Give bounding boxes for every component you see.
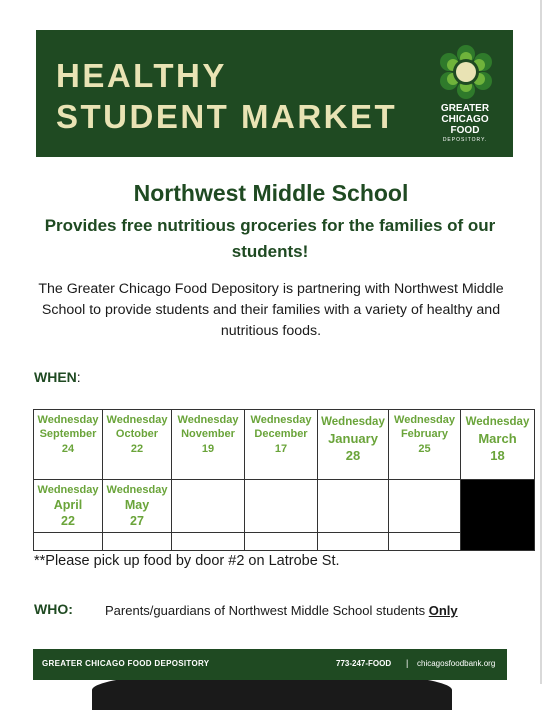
schedule-cell bbox=[34, 410, 103, 480]
cell-day: Wednesday bbox=[37, 484, 99, 496]
cell-month: March bbox=[478, 431, 517, 446]
schedule-row bbox=[34, 410, 535, 480]
footer-bar bbox=[33, 649, 507, 680]
cell-month: April bbox=[53, 498, 83, 512]
footer-website-link[interactable]: chicagosfoodbank.org bbox=[417, 659, 496, 668]
cell-day: Wednesday bbox=[465, 416, 530, 428]
schedule-cell bbox=[389, 410, 461, 480]
logo-wordmark bbox=[421, 103, 509, 144]
cell-date: 24 bbox=[61, 443, 75, 455]
schedule-cell bbox=[461, 410, 535, 480]
header-banner bbox=[36, 30, 513, 157]
food-depository-logo-icon bbox=[436, 44, 496, 100]
schedule-cell-empty bbox=[245, 533, 318, 551]
cell-day: Wednesday bbox=[106, 484, 168, 496]
schedule-cell-empty bbox=[318, 533, 389, 551]
footer-org-name: GREATER CHICAGO FOOD DEPOSITORY bbox=[42, 659, 210, 668]
schedule-row bbox=[34, 533, 535, 551]
schedule-cell-empty bbox=[34, 533, 103, 551]
intro-paragraph: The Greater Chicago Food Depository is partnering with Northwest Middle School to provide students and their families with a variety of healthy and nutritious foods. bbox=[38, 281, 504, 339]
schedule-cell bbox=[103, 480, 172, 533]
who-label: WHO: bbox=[34, 601, 73, 617]
cell-date: 18 bbox=[490, 448, 505, 463]
schedule-cell-blacked-out bbox=[461, 480, 535, 551]
who-only-emphasis: Only bbox=[428, 603, 458, 618]
cell-month: October bbox=[115, 428, 159, 440]
cell-date: 22 bbox=[130, 443, 144, 455]
schedule-cell-empty bbox=[245, 480, 318, 533]
cell-month: February bbox=[400, 428, 449, 440]
banner-title-line2: STUDENT MARKET bbox=[56, 98, 398, 135]
cell-date: 25 bbox=[418, 443, 431, 455]
schedule-cell bbox=[103, 410, 172, 480]
cell-month: November bbox=[181, 428, 235, 440]
cell-day: Wednesday bbox=[250, 414, 312, 426]
cell-month: May bbox=[124, 498, 150, 512]
cell-day: Wednesday bbox=[321, 416, 385, 428]
schedule-cell-empty bbox=[103, 533, 172, 551]
school-name-heading: Northwest Middle School bbox=[133, 180, 409, 206]
who-text: Parents/guardians of Northwest Middle School students bbox=[105, 603, 429, 618]
schedule-cell-empty bbox=[172, 533, 245, 551]
schedule-cell bbox=[245, 410, 318, 480]
cell-month: September bbox=[39, 428, 97, 440]
cell-day: Wednesday bbox=[106, 414, 168, 426]
cell-day: Wednesday bbox=[37, 414, 99, 426]
cell-date: 22 bbox=[61, 514, 75, 528]
schedule-cell bbox=[172, 410, 245, 480]
schedule-cell-empty bbox=[172, 480, 245, 533]
cell-date: 19 bbox=[201, 443, 215, 455]
cell-day: Wednesday bbox=[177, 414, 239, 426]
who-description bbox=[105, 603, 458, 618]
cell-date: 17 bbox=[274, 443, 288, 455]
schedule-cell bbox=[34, 480, 103, 533]
cell-month: December bbox=[254, 428, 308, 440]
cell-date: 28 bbox=[345, 448, 361, 463]
cell-day: Wednesday bbox=[394, 414, 455, 426]
pickup-note: **Please pick up food by door #2 on Latrobe St. bbox=[34, 553, 340, 569]
when-colon: : bbox=[76, 369, 81, 385]
logo-line3: FOOD bbox=[450, 125, 480, 136]
logo-line4: DEPOSITORY. bbox=[442, 137, 488, 143]
footer-separator: | bbox=[406, 658, 409, 668]
cell-date: 27 bbox=[130, 514, 144, 528]
schedule-cell bbox=[318, 410, 389, 480]
schedule-row bbox=[34, 480, 535, 533]
schedule-cell-empty bbox=[318, 480, 389, 533]
banner-title bbox=[56, 55, 397, 137]
schedule-table bbox=[33, 409, 535, 551]
logo-line1: GREATER bbox=[440, 103, 490, 114]
logo-line2: CHICAGO bbox=[441, 114, 489, 125]
schedule-cell-empty bbox=[389, 533, 461, 551]
footer-phone: 773-247-FOOD bbox=[336, 659, 392, 668]
banner-title-line1: HEALTHY bbox=[56, 57, 227, 94]
when-heading bbox=[34, 369, 81, 385]
tagline: Provides free nutritious groceries for the families of our students! bbox=[44, 216, 496, 261]
schedule-cell-empty bbox=[389, 480, 461, 533]
cell-month: January bbox=[328, 431, 378, 446]
when-label: WHEN bbox=[34, 369, 77, 385]
